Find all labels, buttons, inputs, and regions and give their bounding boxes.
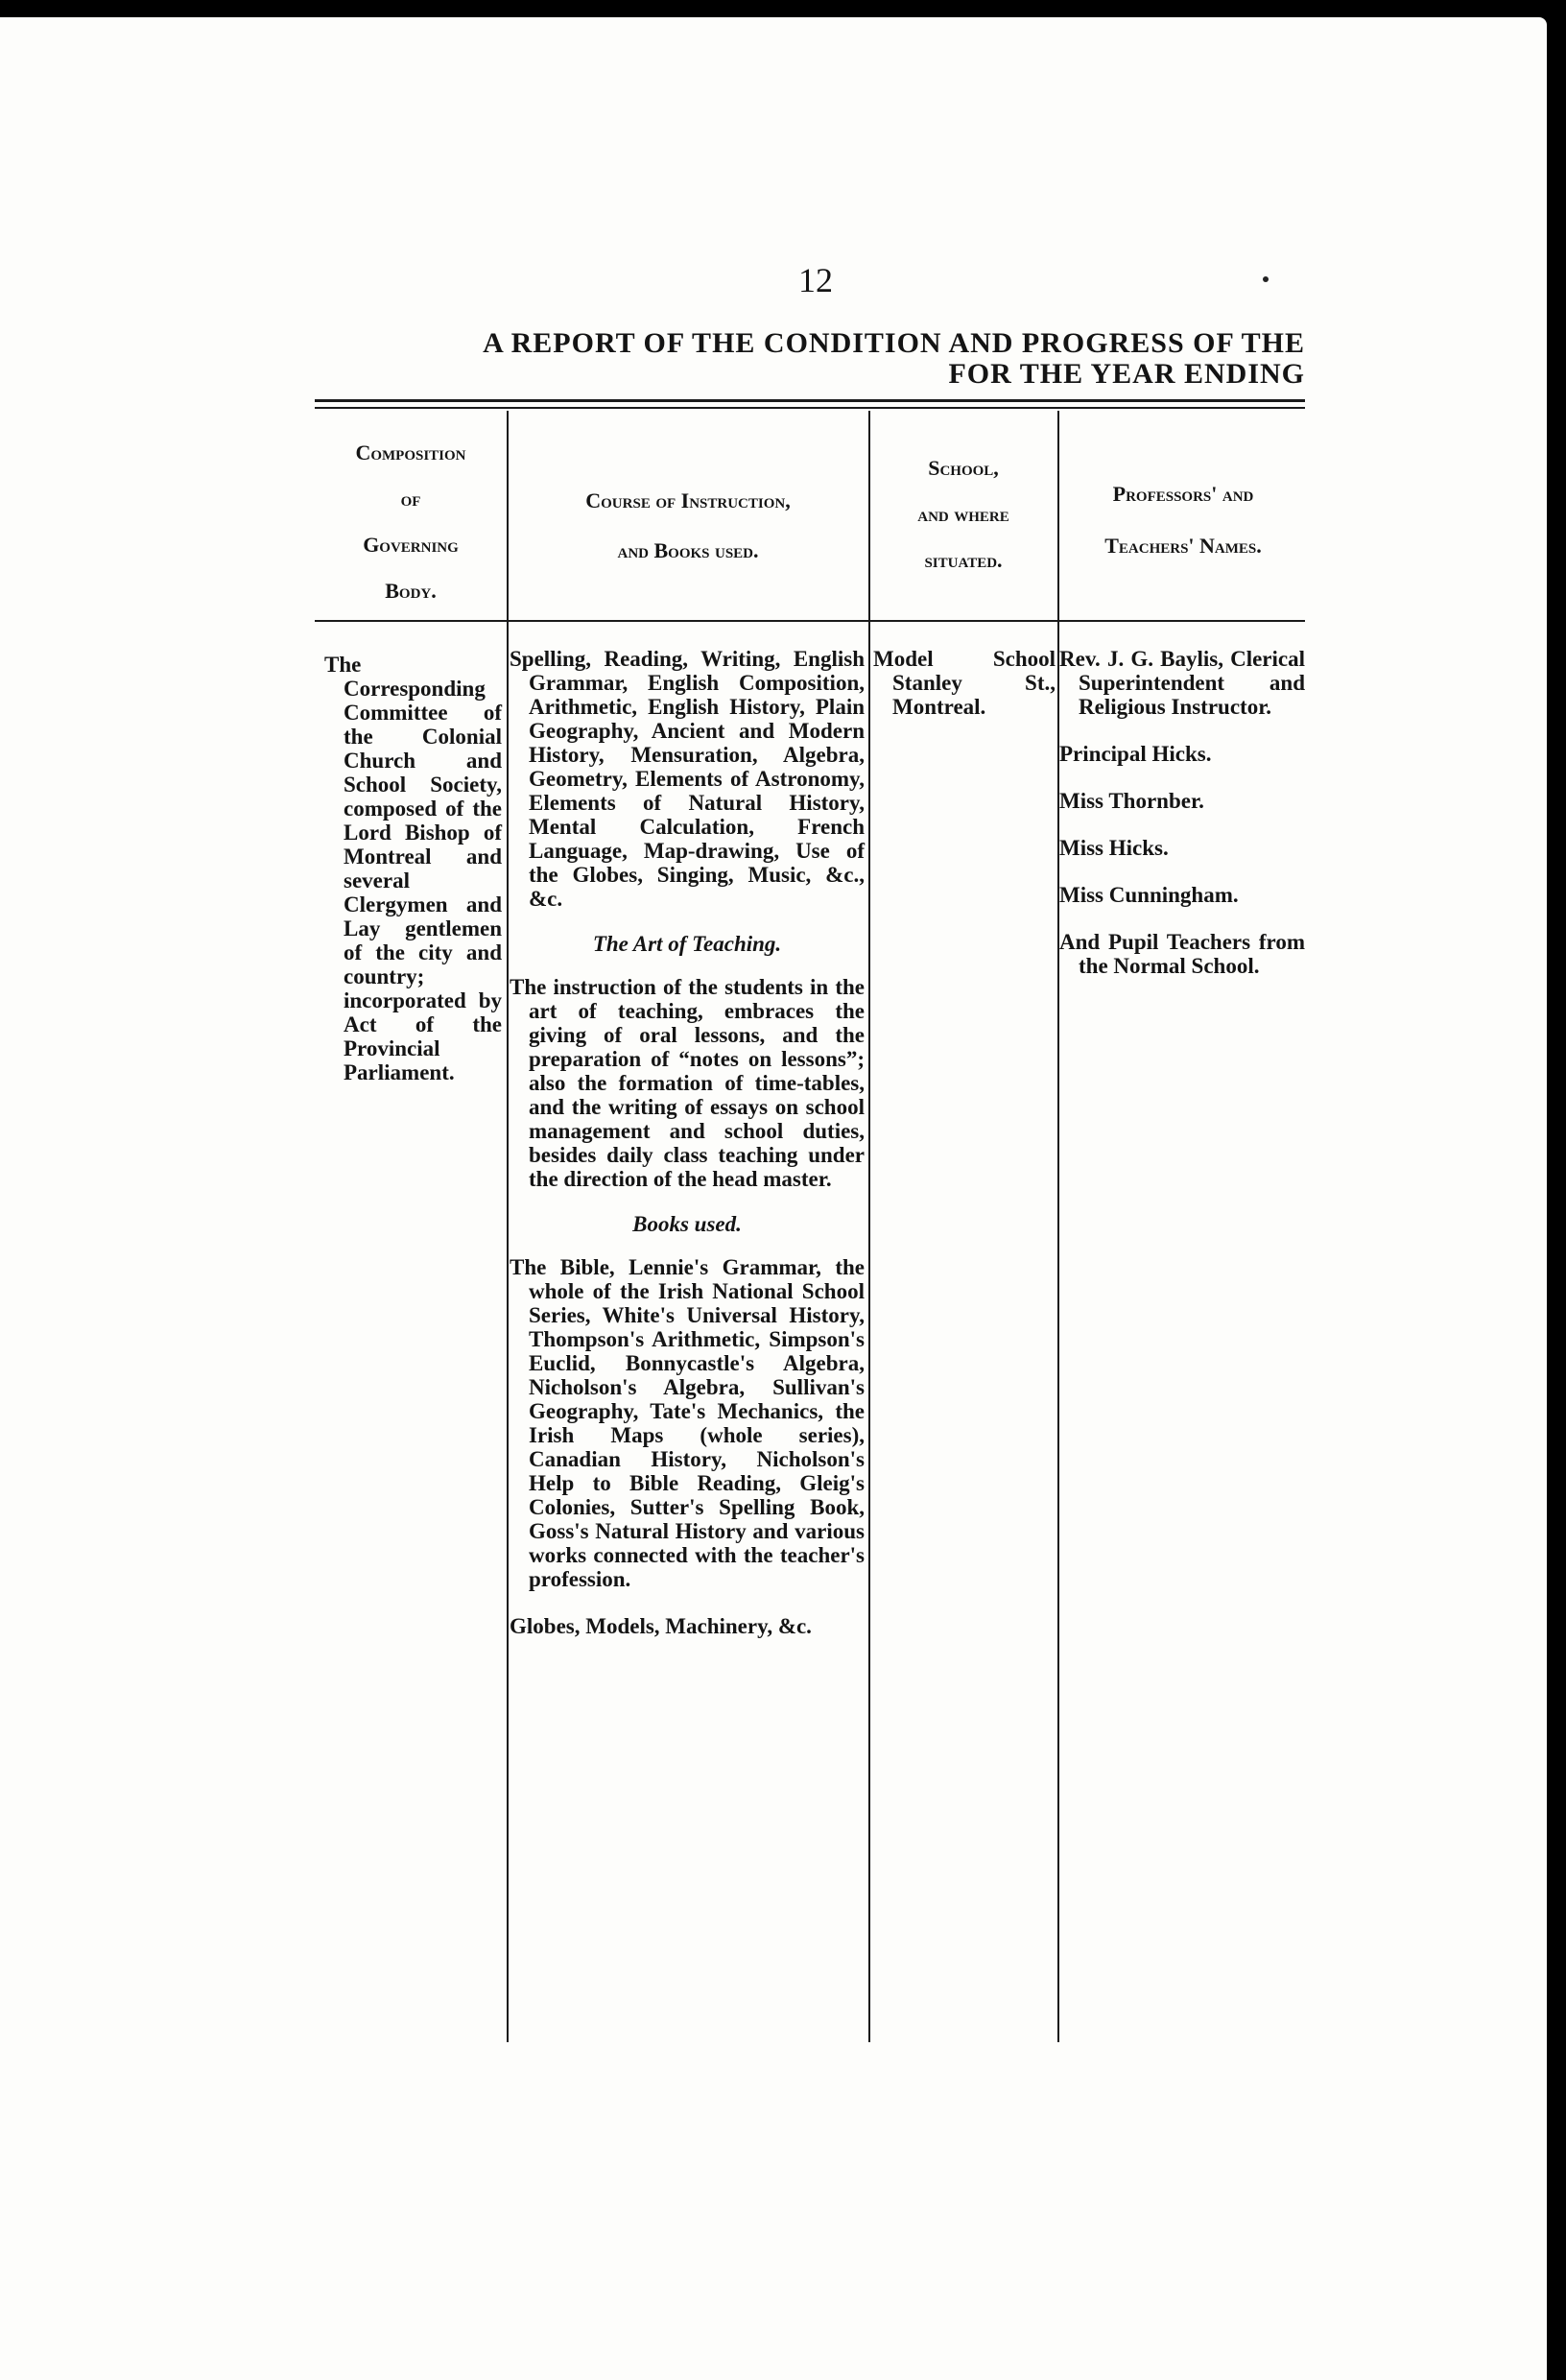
teacher-entry: Rev. J. G. Baylis, Clerical Superintendent and Religious Instructor. — [1059, 647, 1305, 719]
header-teachers: Professors' and Teachers' Names. — [1104, 482, 1262, 558]
course-cell — [510, 647, 865, 1638]
report-subtitle: FOR THE YEAR ENDING — [948, 358, 1305, 390]
header-composition: Composition of Governing Body. — [355, 440, 466, 603]
instruction-text: Spelling, Reading, Writing, English Grammar, English Composition, Arithmetic, English History, Plain Geography, Ancient and Modern History, Mensuration, Algebra, Geometry, Elements of Astronomy, Elements of Natural History, Mental Calculation, French Language, Map-drawing, Use of the Globes, Singing, Music, &c., &c. — [510, 647, 865, 911]
teacher-entry: Miss Thornber. — [1059, 789, 1204, 813]
teacher-entry: Miss Hicks. — [1059, 836, 1169, 860]
column-divider — [868, 411, 870, 2042]
teacher-entry: Principal Hicks. — [1059, 742, 1212, 766]
column-divider — [507, 411, 509, 2042]
art-heading: The Art of Teaching. — [592, 932, 782, 956]
composition-cell — [324, 653, 502, 1084]
report-title: A REPORT OF THE CONDITION AND PROGRESS OF THE — [483, 327, 1305, 359]
document-page — [0, 17, 1547, 2380]
header-school: School, and where situated. — [917, 456, 1009, 572]
school-text: Model School Stanley St., Montreal. — [873, 647, 1056, 719]
page-number: 12 — [798, 261, 833, 299]
top-double-rule — [315, 399, 1305, 402]
header-course: Course of Instruction, and Books used. — [585, 488, 791, 562]
print-speck — [1263, 276, 1269, 282]
teacher-entry: Miss Cunningham. — [1059, 883, 1239, 907]
equipment-text: Globes, Models, Machinery, &c. — [510, 1614, 812, 1638]
teacher-entry: And Pupil Teachers from the Normal School. — [1059, 930, 1305, 978]
teachers-cell — [1059, 647, 1305, 1001]
school-cell — [873, 647, 1056, 719]
books-text: The Bible, Lennie's Grammar, the whole of the Irish National School Series, White's Universal History, Thompson's Arithmetic, Simpson's Euclid, Bonnycastle's Algebra, Nicholson's Algebra, Sullivan's Geography, Tate's Mechanics, the Irish Maps (whole series), Canadian History, Nicholson's Help to Bible Reading, Gleig's Colonies, Sutter's Spelling Book, Goss's Natural History and various works connected with the teacher's profession. — [510, 1255, 865, 1591]
books-heading: Books used. — [632, 1212, 742, 1236]
top-double-rule-inner — [315, 407, 1305, 409]
header-bottom-rule — [315, 620, 1305, 622]
composition-text: The Corresponding Committee of the Colonial Church and School Society, composed of the Lord Bishop of Montreal and several Clergymen and Lay gentlemen of the city and country; incorporated by Act of the Provincial Parliament. — [324, 653, 502, 1084]
art-text: The instruction of the students in the art of teaching, embraces the giving of oral lessons, and the preparation of “notes on lessons”; also the formation of time-tables, and the writing of essays on school management and school duties, besides daily class teaching under the direction of the head master. — [510, 975, 865, 1191]
